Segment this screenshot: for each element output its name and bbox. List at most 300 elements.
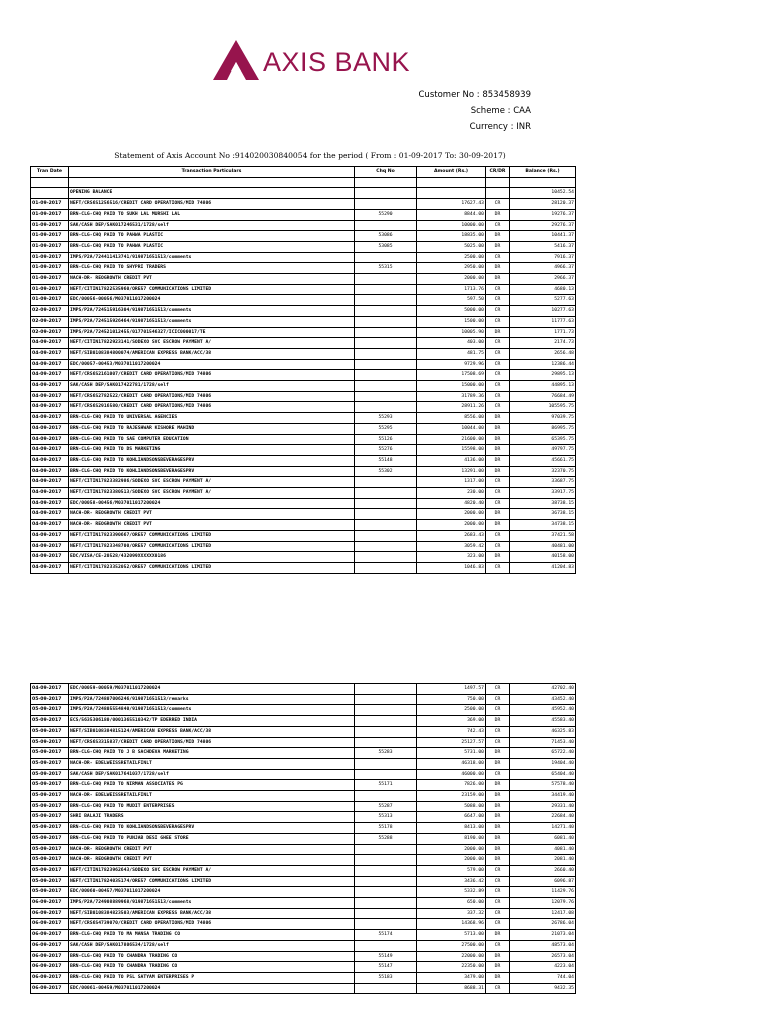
- cheque-no-cell: [355, 316, 417, 327]
- cheque-no-cell: [355, 530, 417, 541]
- cr-dr-cell: CR: [486, 359, 510, 370]
- cheque-no-cell: 55148: [355, 455, 417, 466]
- particulars-cell: BRN-CLG-CHQ PAID TO MA MANSA TRADING CO: [69, 930, 355, 941]
- cheque-no-cell: [355, 359, 417, 370]
- tran-date-cell: 06-09-2017: [31, 983, 69, 994]
- cheque-no-cell: [355, 391, 417, 402]
- tran-date-cell: 04-09-2017: [31, 338, 69, 349]
- tran-date-cell: 04-09-2017: [31, 530, 69, 541]
- particulars-cell: NEFT/CITIN17822535960/ORE57 COMMUNICATIONS LIMITED: [69, 284, 355, 295]
- cr-dr-cell: CR: [486, 876, 510, 887]
- amount-cell: 2500.00: [417, 252, 486, 263]
- balance-cell: 2966.37: [510, 274, 576, 285]
- amount-cell: 28911.26: [417, 402, 486, 413]
- balance-cell: 76684.49: [510, 391, 576, 402]
- amount-cell: 4820.40: [417, 498, 486, 509]
- particulars-cell: IMPS/P2A/724515916304/919871651513/comments: [69, 306, 355, 317]
- cr-dr-cell: DR: [486, 855, 510, 866]
- cr-dr-cell: DR: [486, 263, 510, 274]
- tran-date-cell: 01-09-2017: [31, 199, 69, 210]
- cheque-no-cell: 55288: [355, 833, 417, 844]
- balance-cell: 10452.54: [510, 188, 576, 199]
- balance-cell: 6096.87: [510, 876, 576, 887]
- cheque-no-cell: 55293: [355, 413, 417, 424]
- particulars-cell: NEFT/CITIN17823390667/ORE57 COMMUNICATIONS LIMITED: [69, 530, 355, 541]
- cheque-no-cell: [355, 726, 417, 737]
- table-row: [31, 983, 576, 994]
- cr-dr-cell: CR: [486, 705, 510, 716]
- table-row: [31, 865, 576, 876]
- tran-date-cell: 06-09-2017: [31, 908, 69, 919]
- balance-cell: 12417.08: [510, 908, 576, 919]
- amount-cell: 25127.57: [417, 737, 486, 748]
- cheque-no-cell: [355, 716, 417, 727]
- cheque-no-cell: 55276: [355, 445, 417, 456]
- balance-cell: 744.04: [510, 972, 576, 983]
- balance-cell: 29895.13: [510, 370, 576, 381]
- balance-cell: 44895.13: [510, 381, 576, 392]
- table-row: [31, 844, 576, 855]
- cr-dr-cell: CR: [486, 769, 510, 780]
- particulars-cell: NEFT/CRS6S4739070/CREDIT CARD OPERATIONS/MID 74806: [69, 919, 355, 930]
- tran-date-cell: 05-09-2017: [31, 748, 69, 759]
- tran-date-cell: 04-09-2017: [31, 370, 69, 381]
- table-row: [31, 684, 576, 695]
- table-row: [31, 748, 576, 759]
- cheque-no-cell: [355, 252, 417, 263]
- table-row: [31, 541, 576, 552]
- particulars-cell: NACH-DR- REOGROWTH CREDIT PVT: [69, 509, 355, 520]
- table-header-row: [31, 167, 576, 178]
- cr-dr-cell: CR: [486, 381, 510, 392]
- table-row: [31, 962, 576, 973]
- cr-dr-cell: DR: [486, 520, 510, 531]
- cheque-no-cell: [355, 737, 417, 748]
- amount-cell: 21600.00: [417, 434, 486, 445]
- balance-cell: 45952.40: [510, 705, 576, 716]
- balance-cell: 22684.40: [510, 812, 576, 823]
- tran-date-cell: 04-09-2017: [31, 498, 69, 509]
- amount-cell: 5000.00: [417, 306, 486, 317]
- particulars-cell: IMPS/P2A/724805554840/919871651513/comments: [69, 705, 355, 716]
- table-row: [31, 887, 576, 898]
- cheque-no-cell: 55149: [355, 951, 417, 962]
- transactions-table-page-2: [30, 683, 576, 994]
- balance-cell: 71453.40: [510, 737, 576, 748]
- tran-date-cell: 05-09-2017: [31, 812, 69, 823]
- axis-bank-logo: [213, 38, 410, 80]
- table-row: [31, 220, 576, 231]
- tran-date-cell: 04-09-2017: [31, 455, 69, 466]
- cheque-no-cell: 55295: [355, 423, 417, 434]
- cr-dr-cell: CR: [486, 295, 510, 306]
- balance-cell: 19404.40: [510, 758, 576, 769]
- table-row: [31, 812, 576, 823]
- transactions-table-page-1: [30, 166, 576, 574]
- amount-cell: 1497.57: [417, 684, 486, 695]
- amount-cell: 8556.00: [417, 413, 486, 424]
- amount-cell: 403.00: [417, 338, 486, 349]
- cr-dr-cell: DR: [486, 780, 510, 791]
- tran-date-cell: 01-09-2017: [31, 284, 69, 295]
- particulars-cell: BRN-CLG-CHQ PAID TO PUNJAB DESI GHEE STORE: [69, 833, 355, 844]
- table-row: [31, 530, 576, 541]
- particulars-cell: NACH-DR- REOGROWTH CREDIT PVT: [69, 855, 355, 866]
- table-row: [31, 930, 576, 941]
- balance-cell: 4680.13: [510, 284, 576, 295]
- table-row: [31, 737, 576, 748]
- cheque-no-cell: [355, 844, 417, 855]
- customer-number: Customer No : 853458939: [418, 90, 531, 100]
- amount-cell: 5713.00: [417, 930, 486, 941]
- cheque-no-cell: 55126: [355, 434, 417, 445]
- balance-cell: 4081.40: [510, 844, 576, 855]
- table-row: [31, 466, 576, 477]
- particulars-cell: BRN-CLG-CHQ PAID TO SAE COMPUTER EDUCATION: [69, 434, 355, 445]
- amount-cell: 46318.00: [417, 758, 486, 769]
- cheque-no-cell: [355, 876, 417, 887]
- amount-cell: 8844.00: [417, 209, 486, 220]
- table-row: [31, 855, 576, 866]
- amount-cell: 8413.00: [417, 823, 486, 834]
- balance-cell: 43452.40: [510, 694, 576, 705]
- cr-dr-cell: DR: [486, 791, 510, 802]
- cr-dr-cell: DR: [486, 716, 510, 727]
- cheque-no-cell: [355, 199, 417, 210]
- column-header: Tran Date: [31, 167, 69, 178]
- balance-cell: 2656.48: [510, 348, 576, 359]
- table-row: [31, 252, 576, 263]
- cheque-no-cell: [355, 563, 417, 574]
- table-row: [31, 488, 576, 499]
- table-row: [31, 434, 576, 445]
- table-row: [31, 241, 576, 252]
- table-row: [31, 908, 576, 919]
- tran-date-cell: 05-09-2017: [31, 705, 69, 716]
- tran-date-cell: 05-09-2017: [31, 780, 69, 791]
- cheque-no-cell: [355, 306, 417, 317]
- amount-cell: 5731.00: [417, 748, 486, 759]
- balance-cell: 65395.75: [510, 434, 576, 445]
- particulars-cell: SAK/CASH DEP/SAK017246531/1728/self: [69, 220, 355, 231]
- axis-bank-logo-icon: [213, 38, 259, 80]
- particulars-cell: NACH-DR- REOGROWTH CREDIT PVT: [69, 274, 355, 285]
- amount-cell: 17627.43: [417, 199, 486, 210]
- cr-dr-cell: [486, 188, 510, 199]
- balance-cell: 19276.37: [510, 209, 576, 220]
- cheque-no-cell: [355, 477, 417, 488]
- amount-cell: 13291.00: [417, 466, 486, 477]
- cheque-no-cell: [355, 220, 417, 231]
- table-row: [31, 327, 576, 338]
- table-row: [31, 694, 576, 705]
- table-row: [31, 972, 576, 983]
- cheque-no-cell: 55147: [355, 962, 417, 973]
- table-row: [31, 823, 576, 834]
- table-row: [31, 445, 576, 456]
- amount-cell: 3479.00: [417, 972, 486, 983]
- amount-cell: [417, 177, 486, 188]
- balance-cell: 48573.04: [510, 940, 576, 951]
- balance-cell: 4223.04: [510, 962, 576, 973]
- table-row: [31, 423, 576, 434]
- cheque-no-cell: 55283: [355, 748, 417, 759]
- particulars-cell: BRN-CLG-CHQ PAID TO PSL SATYAM ENTERPRISES P: [69, 972, 355, 983]
- amount-cell: 8688.31: [417, 983, 486, 994]
- particulars-cell: NEFT/SIB0108384800074/AMERICAN EXPRESS BANK/ACC/38: [69, 348, 355, 359]
- particulars-cell: NEFT/CRS6S1256516/CREDIT CARD OPERATIONS/MID 74806: [69, 199, 355, 210]
- table-row: [31, 295, 576, 306]
- balance-cell: 33917.75: [510, 488, 576, 499]
- particulars-cell: IMPS/P2A/724908889968/919871651513/comments: [69, 898, 355, 909]
- tran-date-cell: 05-09-2017: [31, 694, 69, 705]
- amount-cell: 5025.00: [417, 241, 486, 252]
- particulars-cell: NEFT/SIB0108384815124/AMERICAN EXPRESS BANK/ACC/38: [69, 726, 355, 737]
- cheque-no-cell: 55178: [355, 823, 417, 834]
- amount-cell: 2000.00: [417, 520, 486, 531]
- balance-cell: 46325.83: [510, 726, 576, 737]
- cr-dr-cell: CR: [486, 530, 510, 541]
- cheque-no-cell: [355, 284, 417, 295]
- particulars-cell: NACH-DR- REOGROWTH CREDIT PVT: [69, 520, 355, 531]
- balance-cell: 33687.75: [510, 477, 576, 488]
- particulars-cell: NEFT/CITIN17823380513/SODEXO SVC ESCROW PAYMENT A/: [69, 488, 355, 499]
- cr-dr-cell: CR: [486, 908, 510, 919]
- table-row: [31, 263, 576, 274]
- amount-cell: 1713.76: [417, 284, 486, 295]
- cr-dr-cell: CR: [486, 684, 510, 695]
- cr-dr-cell: DR: [486, 509, 510, 520]
- table-row: [31, 177, 576, 188]
- cheque-no-cell: 55287: [355, 801, 417, 812]
- tran-date-cell: 02-09-2017: [31, 306, 69, 317]
- cheque-no-cell: [355, 370, 417, 381]
- cr-dr-cell: DR: [486, 434, 510, 445]
- amount-cell: 2000.00: [417, 274, 486, 285]
- cr-dr-cell: CR: [486, 498, 510, 509]
- brand-name: AXIS BANK: [263, 46, 411, 77]
- tran-date-cell: 05-09-2017: [31, 769, 69, 780]
- cr-dr-cell: CR: [486, 306, 510, 317]
- table-row: [31, 876, 576, 887]
- table-row: [31, 791, 576, 802]
- table-row: [31, 359, 576, 370]
- cr-dr-cell: DR: [486, 758, 510, 769]
- table-row: [31, 705, 576, 716]
- balance-cell: 2081.40: [510, 855, 576, 866]
- cr-dr-cell: CR: [486, 402, 510, 413]
- tran-date-cell: 02-09-2017: [31, 327, 69, 338]
- amount-cell: 5088.00: [417, 801, 486, 812]
- balance-cell: 65404.40: [510, 769, 576, 780]
- amount-cell: 2000.00: [417, 509, 486, 520]
- amount-cell: 15000.00: [417, 381, 486, 392]
- balance-cell: 4966.37: [510, 263, 576, 274]
- cheque-no-cell: 53085: [355, 241, 417, 252]
- amount-cell: 3436.42: [417, 876, 486, 887]
- cr-dr-cell: DR: [486, 951, 510, 962]
- amount-cell: 1046.83: [417, 563, 486, 574]
- tran-date-cell: 05-09-2017: [31, 865, 69, 876]
- tran-date-cell: 04-09-2017: [31, 381, 69, 392]
- cheque-no-cell: [355, 552, 417, 563]
- cheque-no-cell: [355, 758, 417, 769]
- tran-date-cell: 04-09-2017: [31, 445, 69, 456]
- cheque-no-cell: [355, 887, 417, 898]
- tran-date-cell: 05-09-2017: [31, 726, 69, 737]
- particulars-cell: IMPS/P2A/724521012455/017701546327/ICIC000017/TE: [69, 327, 355, 338]
- table-row: [31, 316, 576, 327]
- tran-date-cell: 05-09-2017: [31, 823, 69, 834]
- amount-cell: 3059.42: [417, 541, 486, 552]
- amount-cell: 14368.96: [417, 919, 486, 930]
- amount-cell: 1317.00: [417, 477, 486, 488]
- table-row: [31, 919, 576, 930]
- particulars-cell: IMPS/P2A/724807006246/919871651513/remarks: [69, 694, 355, 705]
- particulars-cell: NEFT/CITIN17823348700/ORE57 COMMUNICATIONS LIMITED: [69, 541, 355, 552]
- table-row: [31, 338, 576, 349]
- amount-cell: 2950.00: [417, 263, 486, 274]
- cheque-no-cell: 55183: [355, 972, 417, 983]
- table-row: [31, 563, 576, 574]
- particulars-cell: NEFT/CITIN17823352052/ORE57 COMMUNICATIONS LIMITED: [69, 563, 355, 574]
- cheque-no-cell: [355, 520, 417, 531]
- tran-date-cell: 06-09-2017: [31, 951, 69, 962]
- cr-dr-cell: CR: [486, 983, 510, 994]
- cr-dr-cell: CR: [486, 391, 510, 402]
- tran-date-cell: 02-09-2017: [31, 316, 69, 327]
- cr-dr-cell: CR: [486, 919, 510, 930]
- balance-cell: 38738.15: [510, 498, 576, 509]
- tran-date-cell: 04-09-2017: [31, 563, 69, 574]
- amount-cell: 4136.00: [417, 455, 486, 466]
- cr-dr-cell: CR: [486, 940, 510, 951]
- tran-date-cell: 05-09-2017: [31, 758, 69, 769]
- cr-dr-cell: CR: [486, 220, 510, 231]
- balance-cell: 97039.75: [510, 413, 576, 424]
- balance-cell: [510, 177, 576, 188]
- particulars-cell: EDC/00058-00456/M037011017200024: [69, 498, 355, 509]
- balance-cell: 11777.63: [510, 316, 576, 327]
- amount-cell: 31789.36: [417, 391, 486, 402]
- particulars-cell: IMPS/P2A/724411413741/919871651513/comments: [69, 252, 355, 263]
- tran-date-cell: 05-09-2017: [31, 716, 69, 727]
- particulars-cell: NEFT/CRS6S2161007/CREDIT CARD OPERATIONS/MID 74806: [69, 370, 355, 381]
- amount-cell: 481.75: [417, 348, 486, 359]
- table-row: [31, 780, 576, 791]
- table-row: [31, 199, 576, 210]
- cheque-no-cell: [355, 705, 417, 716]
- table-row: [31, 801, 576, 812]
- cr-dr-cell: CR: [486, 284, 510, 295]
- particulars-cell: NACH-DR- REOGROWTH CREDIT PVT: [69, 844, 355, 855]
- table-row: [31, 769, 576, 780]
- balance-cell: 45661.75: [510, 455, 576, 466]
- amount-cell: 18835.00: [417, 231, 486, 242]
- table-row: [31, 306, 576, 317]
- table-row: [31, 455, 576, 466]
- particulars-cell: NACH-DR- EDELWEISSRETAILFINLT: [69, 791, 355, 802]
- amount-cell: 23159.00: [417, 791, 486, 802]
- particulars-cell: BRN-CLG-CHQ PAID TO KOHLIANDSONSBEVERAGESPRV: [69, 823, 355, 834]
- tran-date-cell: 04-09-2017: [31, 477, 69, 488]
- tran-date-cell: 04-09-2017: [31, 488, 69, 499]
- cr-dr-cell: DR: [486, 823, 510, 834]
- particulars-cell: EDC/00057-00453/M037011017200024: [69, 359, 355, 370]
- cheque-no-cell: [355, 274, 417, 285]
- balance-cell: 2174.73: [510, 338, 576, 349]
- table-row: [31, 348, 576, 359]
- balance-cell: 21073.04: [510, 930, 576, 941]
- tran-date-cell: 04-09-2017: [31, 684, 69, 695]
- tran-date-cell: 01-09-2017: [31, 263, 69, 274]
- table-row: [31, 274, 576, 285]
- amount-cell: 6647.00: [417, 812, 486, 823]
- cr-dr-cell: CR: [486, 338, 510, 349]
- particulars-cell: IMPS/P2A/724515926464/919871651513/comments: [69, 316, 355, 327]
- cheque-no-cell: [355, 541, 417, 552]
- cr-dr-cell: CR: [486, 694, 510, 705]
- balance-cell: 14271.40: [510, 823, 576, 834]
- table-row: [31, 940, 576, 951]
- balance-cell: 45583.40: [510, 716, 576, 727]
- cr-dr-cell: [486, 177, 510, 188]
- balance-cell: 32370.75: [510, 466, 576, 477]
- tran-date-cell: 04-09-2017: [31, 413, 69, 424]
- cr-dr-cell: CR: [486, 887, 510, 898]
- cheque-no-cell: [355, 509, 417, 520]
- column-header: Chq No: [355, 167, 417, 178]
- balance-cell: 12386.44: [510, 359, 576, 370]
- amount-cell: 750.00: [417, 694, 486, 705]
- cheque-no-cell: [355, 855, 417, 866]
- column-header: CR/DR: [486, 167, 510, 178]
- particulars-cell: BRN-CLG-CHQ PAID TO SHYPRI TRADERS: [69, 263, 355, 274]
- cheque-no-cell: [355, 694, 417, 705]
- cheque-no-cell: [355, 684, 417, 695]
- statement-title: Statement of Axis Account No :914020030840054 for the period ( From : 01-09-2017 To: 30-09-2017): [114, 151, 506, 160]
- amount-cell: 46000.00: [417, 769, 486, 780]
- particulars-cell: BRN-CLG-CHQ PAID TO CHANDRA TRADING CO: [69, 951, 355, 962]
- column-header: Transaction Particulars: [69, 167, 355, 178]
- balance-cell: 57578.40: [510, 780, 576, 791]
- cr-dr-cell: DR: [486, 812, 510, 823]
- cr-dr-cell: DR: [486, 445, 510, 456]
- particulars-cell: SAK/CASH DEP/SAK017641037/1728/self: [69, 769, 355, 780]
- cr-dr-cell: DR: [486, 455, 510, 466]
- amount-cell: 369.00: [417, 716, 486, 727]
- tran-date-cell: 05-09-2017: [31, 855, 69, 866]
- table-row: [31, 188, 576, 199]
- tran-date-cell: 01-09-2017: [31, 209, 69, 220]
- cr-dr-cell: DR: [486, 930, 510, 941]
- tran-date-cell: 06-09-2017: [31, 898, 69, 909]
- table-row: [31, 716, 576, 727]
- balance-cell: 26573.04: [510, 951, 576, 962]
- tran-date-cell: 01-09-2017: [31, 295, 69, 306]
- balance-cell: 5416.37: [510, 241, 576, 252]
- table-row: [31, 284, 576, 295]
- tran-date-cell: 04-09-2017: [31, 423, 69, 434]
- cr-dr-cell: DR: [486, 801, 510, 812]
- cheque-no-cell: [355, 940, 417, 951]
- particulars-cell: BRN-CLG-CHQ PAID TO SUKH LAL MURSHI LAL: [69, 209, 355, 220]
- particulars-cell: BRN-CLG-CHQ PAID TO UNIVERSAL AGENCIES: [69, 413, 355, 424]
- balance-cell: 40481.00: [510, 541, 576, 552]
- amount-cell: 2000.00: [417, 844, 486, 855]
- cheque-no-cell: [355, 908, 417, 919]
- balance-cell: 65722.40: [510, 748, 576, 759]
